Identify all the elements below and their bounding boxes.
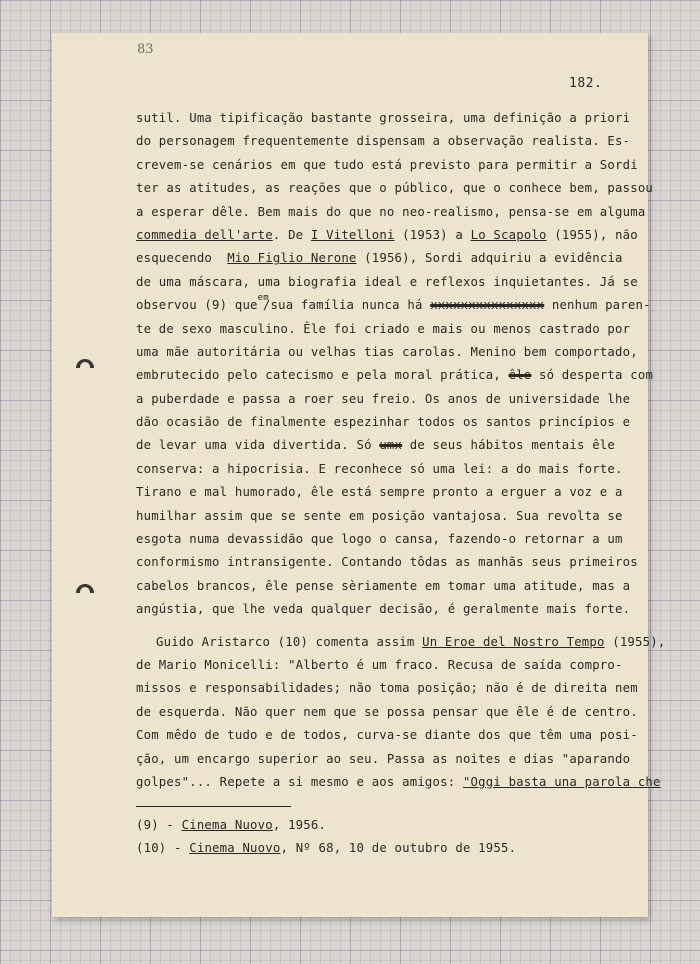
- film-title: Un Eroe del Nostro Tempo: [422, 634, 605, 649]
- para2-line-4: de esquerda. Não quer nem que se possa pensar que êle é de centro.: [136, 704, 638, 719]
- source-title: Cinema Nuovo: [189, 841, 281, 855]
- footnote-10: (10) - Cinema Nuovo, Nº 68, 10 de outubro de 1955.: [136, 841, 517, 855]
- text-line-16: conserva: a hipocrisia. E reconhece só uma lei: a do mais forte.: [136, 461, 623, 476]
- pencil-page-number: 83: [137, 42, 154, 57]
- source-title: Cinema Nuovo: [181, 818, 273, 832]
- text-line-11: uma mãe autoritária ou velhas tias carolas. Menino bem comportado,: [136, 344, 638, 359]
- footnotes: [136, 814, 516, 860]
- text-line-3: crevem-se cenários em que tudo está previsto para permitir a Sordi: [136, 157, 638, 172]
- para2-line-3: missos e responsabilidades; não toma posição; não é de direita nem: [136, 681, 638, 696]
- struck-text: xxxxxxxxxxxxxxx: [430, 298, 545, 313]
- film-title: Mio Figlio Nerone: [227, 251, 357, 266]
- para2-line-5: Com mêdo de tudo e de todos, curva-se diante dos que têm uma posi-: [136, 728, 638, 743]
- film-title: Lo Scapolo: [470, 227, 547, 242]
- text-line-7: esquecendo Mio Figlio Nerone (1956), Sordi adquiriu a evidência: [136, 251, 623, 266]
- text-line-12: embrutecido pelo catecismo e pela moral prática, êle só desperta com: [136, 368, 654, 383]
- text-line-17: Tirano e mal humorado, êle está sempre pronto a erguer a voz e a: [136, 485, 623, 500]
- text-line-9: observou (9) que$^{em}$/sua família nunca há xxxxxxxxxxxxxxx nenhum paren-: [136, 293, 651, 313]
- para2-line-1: Guido Aristarco (10) comenta assim Un Eroe del Nostro Tempo (1955),: [156, 634, 666, 649]
- text-line-5: a esperar dêle. Bem mais do que no neo-realismo, pensa-se em alguma: [136, 204, 646, 219]
- italian-quote: "Oggi basta una parola che: [462, 774, 661, 789]
- footnote-divider: [136, 806, 291, 807]
- struck-text: êle: [508, 368, 532, 383]
- text-line-1: sutil. Uma tipificação bastante grosseira, uma definição a priori: [136, 111, 631, 125]
- text-line-13: a puberdade e passa a roer seu freio. Os anos de universidade lhe: [136, 391, 631, 406]
- text-line-19: esgota numa devassidão que logo o cansa, fazendo-o retornar a um: [136, 532, 623, 547]
- para2-line-7: golpes"... Repete a si mesmo e aos amigos: "Oggi basta una parola che: [136, 774, 661, 789]
- text-line-14: dão ocasião de finalmente espezinhar todos os santos princípios e: [136, 415, 631, 430]
- text-line-4: ter as atitudes, as reações que o público, que o conhece bem, passou: [136, 181, 654, 196]
- text-line-22: angústia, que lhe veda qualquer decisão, é geralmente mais forte.: [136, 602, 631, 617]
- term-commedia: commedia dell'arte: [136, 227, 273, 242]
- typed-page-number: 182.: [569, 76, 603, 91]
- text-line-10: te de sexo masculino. Êle foi criado e mais ou menos castrado por: [136, 321, 631, 336]
- text-line-20: conformismo intransigente. Contando tôdas as manhãs seus primeiros: [136, 555, 638, 570]
- main-text: [136, 107, 666, 794]
- punch-hole-bottom: [76, 584, 94, 593]
- struck-text: umx: [379, 438, 403, 453]
- text-line-8: de uma máscara, uma biografia ideal e reflexos inquietantes. Já se: [136, 274, 638, 289]
- typewritten-page: [52, 33, 666, 917]
- punch-hole-top: [76, 359, 94, 368]
- text-line-6: commedia dell'arte. De I Vitelloni (1953) a Lo Scapolo (1955), não: [136, 227, 638, 242]
- text-line-18: humilhar assim que se sente em posição vantajosa. Sua revolta se: [136, 508, 623, 523]
- text-line-15: de levar uma vida divertida. Só umx de seus hábitos mentais êle: [136, 438, 616, 453]
- text-line-21: cabelos brancos, êle pense sèriamente em tomar uma atitude, mas a: [136, 578, 631, 593]
- footnote-9: (9) - Cinema Nuovo, 1956.: [136, 818, 327, 832]
- handwritten-insertion: em: [257, 293, 269, 304]
- para2-line-2: de Mario Monicelli: "Alberto é um fraco. Recusa de saída compro-: [136, 657, 623, 672]
- film-title: I Vitelloni: [310, 227, 395, 242]
- para2-line-6: ção, um encargo superior ao seu. Passa as noites e dias "aparando: [136, 751, 631, 766]
- text-line-2: do personagem frequentemente dispensam a observação realista. Es-: [136, 134, 631, 149]
- paragraph-gap: [136, 622, 632, 631]
